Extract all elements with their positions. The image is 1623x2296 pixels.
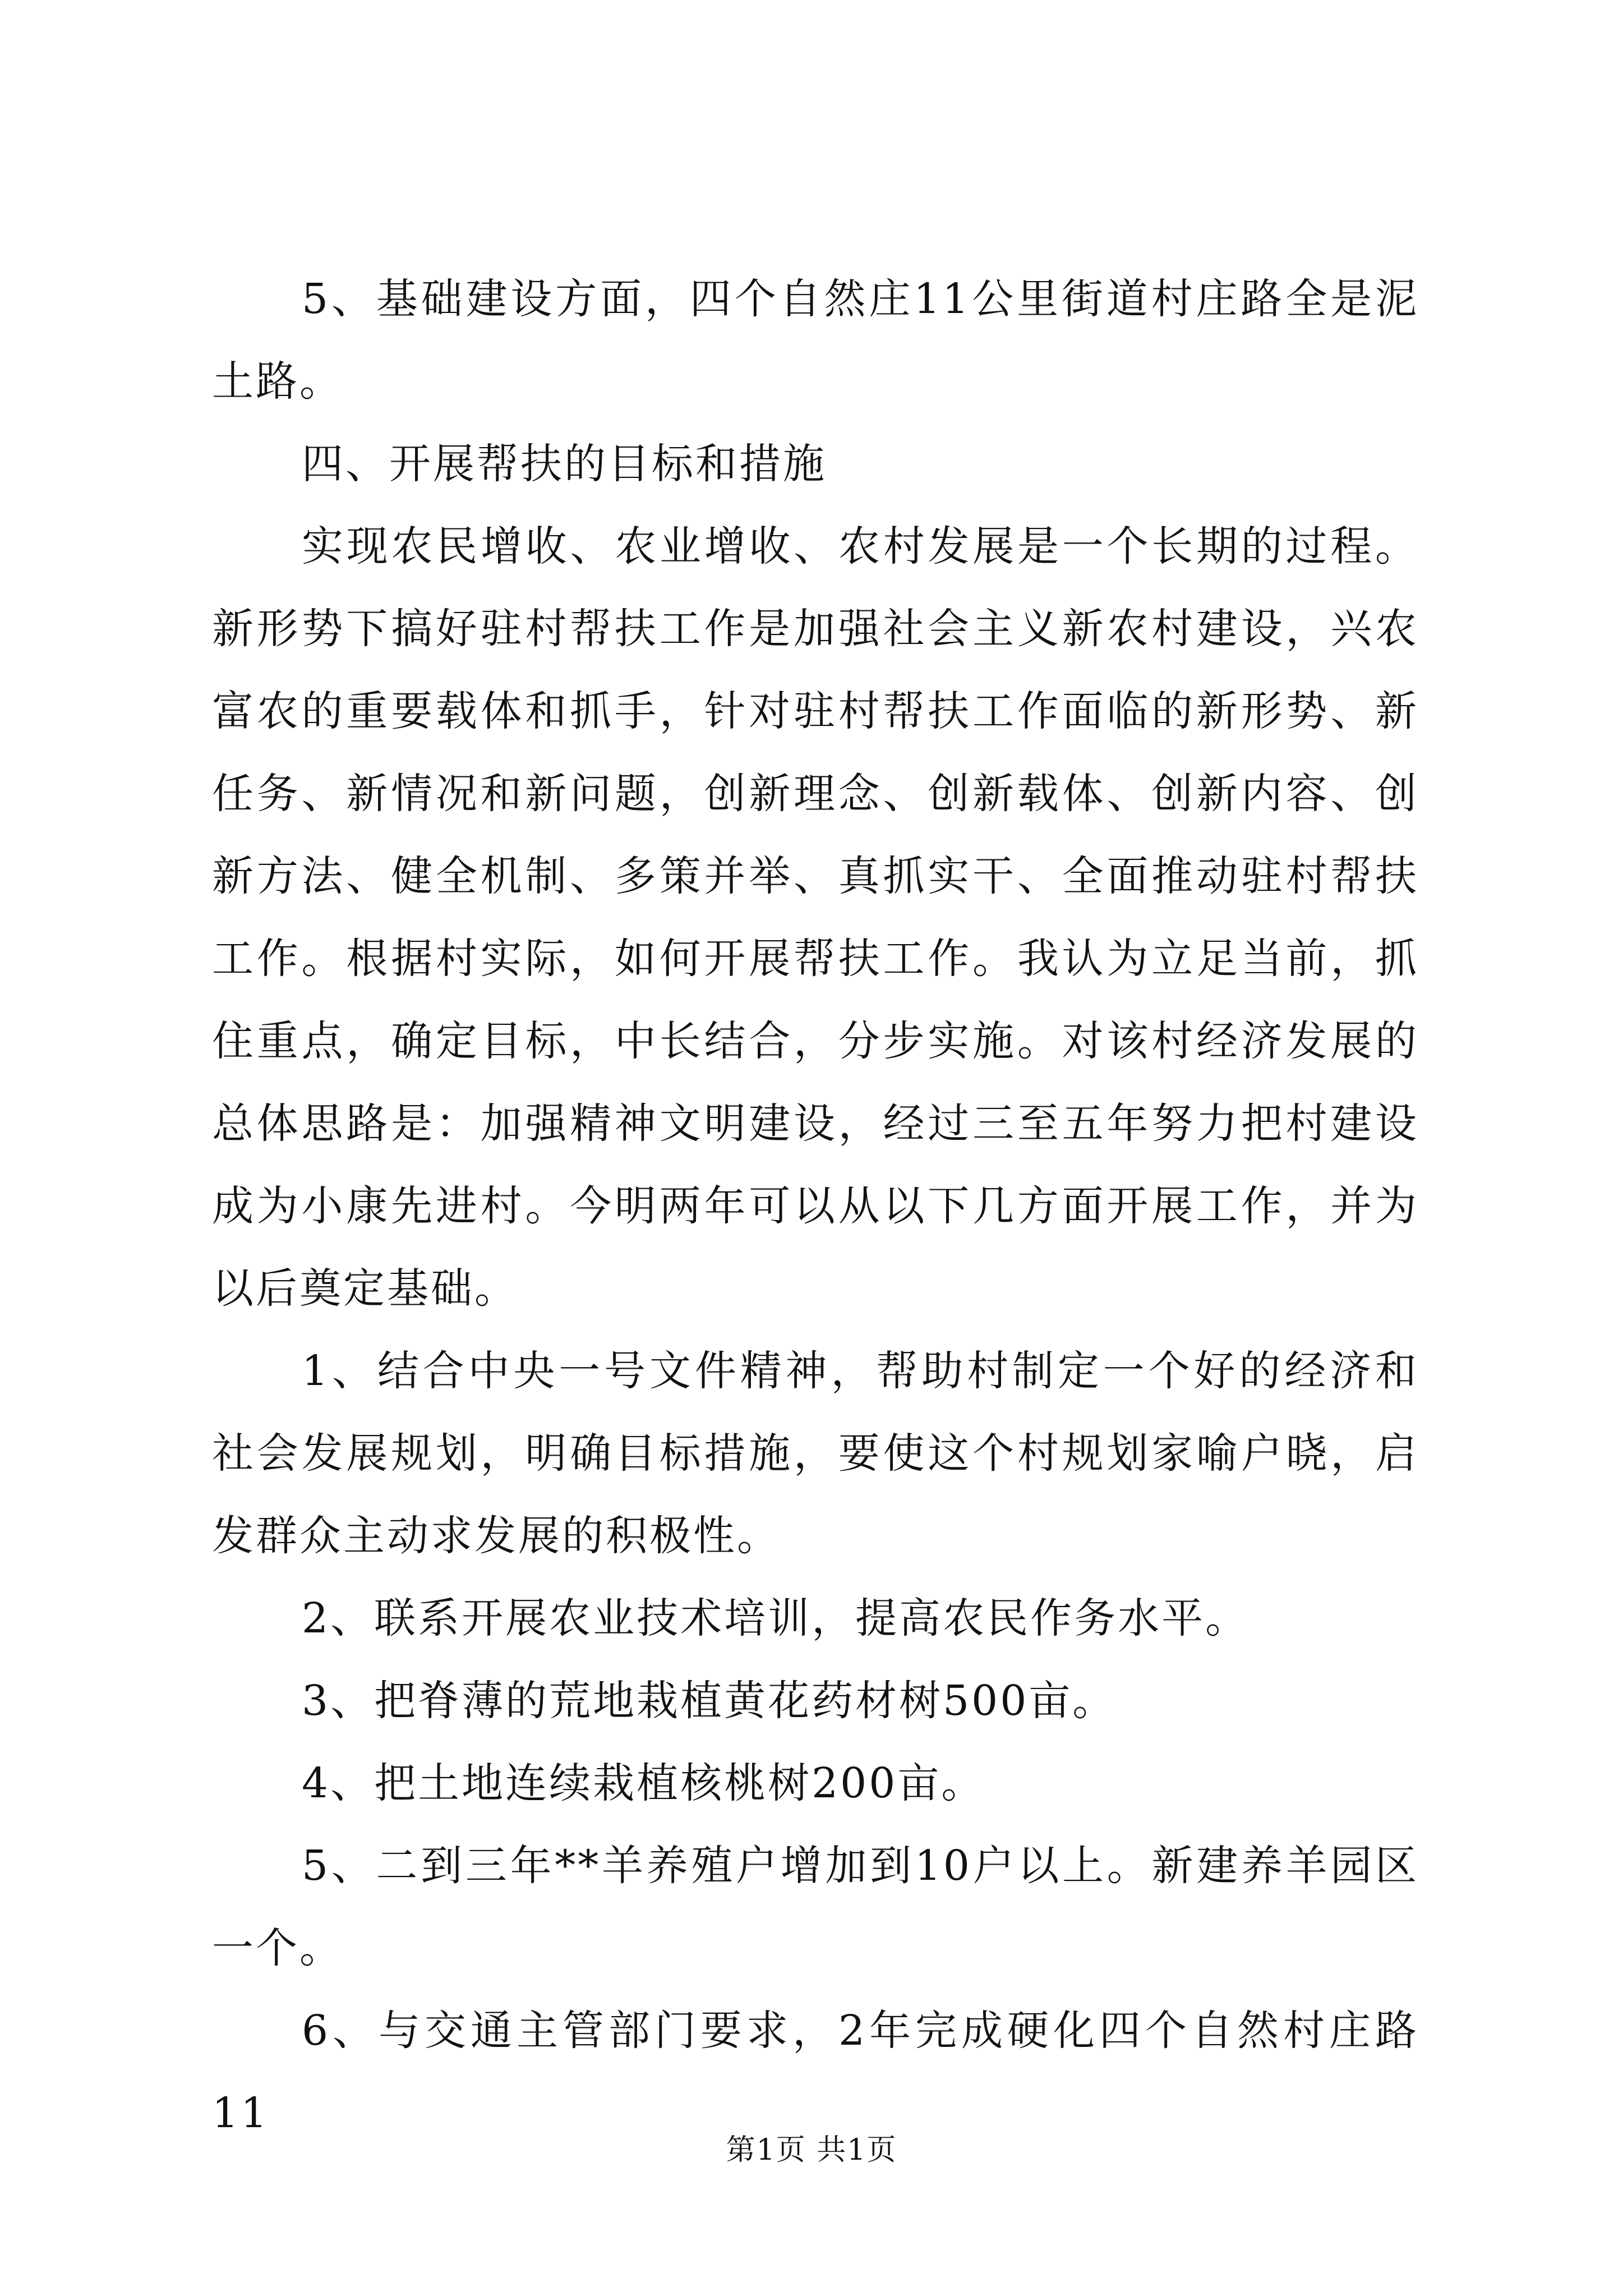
paragraph-infrastructure: 5、基础建设方面，四个自然庄11公里街道村庄路全是泥土路。 [212, 275, 1419, 406]
list-item-plan: 1、结合中央一号文件精神，帮助村制定一个好的经济和社会发展规划，明确目标措施，要使这个村规划家喻户晓，启发群众主动求发展的积极性。 [212, 1347, 1419, 1560]
document-body [212, 258, 1419, 2155]
paragraph-overview: 实现农民增收、农业增收、农村发展是一个长期的过程。新形势下搞好驻村帮扶工作是加强社会主义新农村建设，兴农富农的重要载体和抓手，针对驻村帮扶工作面临的新形势、新任务、新情况和新问题，创新理念、创新载体、创新内容、创新方法、健全机制、多策并举、真抓实干、全面推动驻村帮扶工作。根据村实际，如何开展帮扶工作。我认为立足当前，抓住重点，确定目标，中长结合，分步实施。对该村经济发展的总体思路是：加强精神文明建设，经过三至五年努力把村建设成为小康先进村。今明两年可以从以下几方面开展工作，并为以后奠定基础。 [212, 522, 1419, 1313]
list-item-training: 2、联系开展农业技术培训，提高农民作务水平。 [302, 1594, 1249, 1642]
list-item-herbs: 3、把脊薄的荒地栽植黄花药材树500亩。 [302, 1677, 1117, 1725]
list-item-sheep: 5、二到三年**羊养殖户增加到10户以上。新建养羊园区一个。 [212, 1842, 1419, 1972]
list-item-walnut: 4、把土地连续栽植核桃树200亩。 [302, 1759, 985, 1807]
section-heading-goals-measures: 四、开展帮扶的目标和措施 [302, 440, 827, 488]
list-item-roads: 6、与交通主管部门要求，2年完成硬化四个自然村庄路11 [212, 2007, 1419, 2137]
page-footer: 第1页 共1页 [726, 2133, 897, 2167]
